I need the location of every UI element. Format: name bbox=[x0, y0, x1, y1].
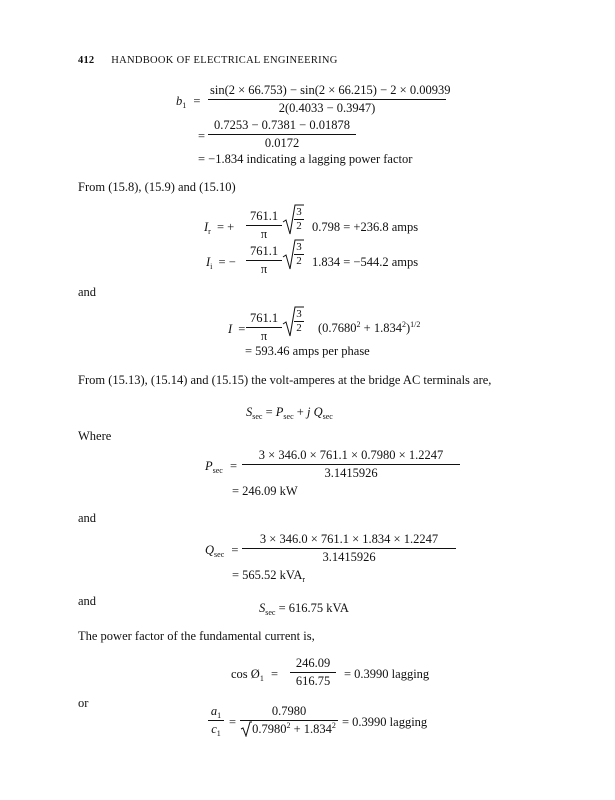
psec-symbol: $P_{sec}$ = bbox=[205, 459, 238, 475]
radical-sign-icon bbox=[240, 721, 252, 737]
radicand: $0.7980^2 + 1.834^2$ bbox=[252, 720, 336, 736]
psec-numerator: 3 × 346.0 × 761.1 × 0.7980 × 1.2247 bbox=[258, 448, 444, 462]
ssec-equation: $S_{sec} = P_{sec} + j$ $Q_{sec}$ bbox=[246, 405, 333, 421]
page-number: 412 bbox=[78, 55, 95, 66]
psec-denominator: 3.1415926 bbox=[242, 464, 460, 480]
b1-result: = −1.834 indicating a lagging power factor bbox=[198, 152, 413, 166]
ii-value: 1.834 = −544.2 amps bbox=[312, 255, 419, 269]
i-symbol: I = bbox=[228, 322, 246, 336]
ir-sqrt: 3 2 bbox=[282, 204, 304, 236]
cos-result: = 0.3990 lagging bbox=[344, 667, 430, 681]
text-power-factor: The power factor of the fundamental current is, bbox=[78, 629, 315, 643]
i-fraction: $\frac{761.1}{\pi}$ bbox=[246, 312, 282, 342]
ratio-equals: = bbox=[229, 715, 237, 729]
text-or: or bbox=[78, 696, 89, 710]
ratio-fraction: $\frac{0.7980}{0.7980^2 + 1.834^2}$ bbox=[240, 705, 338, 735]
b1-numerator-2: 0.7253 − 0.7381 − 0.01878 bbox=[214, 118, 350, 132]
text-where: Where bbox=[78, 429, 112, 443]
b1-denominator-1: 2(0.4033 − 0.3947) bbox=[208, 99, 446, 115]
text-and-2: and bbox=[78, 511, 97, 525]
ratio-result: = 0.3990 lagging bbox=[342, 715, 428, 729]
qsec-denominator: 3.1415926 bbox=[242, 548, 456, 564]
ssec-value: $S_{sec} = 616.75$ kVA bbox=[259, 601, 349, 617]
i-magnitude: $(0.7680^2 + 1.834^2)^{1/2}$ bbox=[318, 320, 421, 335]
b1-fraction-2 bbox=[208, 119, 356, 149]
ir-symbol: $I_r$ = + bbox=[204, 220, 235, 236]
cos-symbol: $\cos Ø_1$ = bbox=[231, 667, 279, 683]
text-from-15-13: From (15.13), (15.14) and (15.15) the volt-amperes at the bridge AC terminals are, bbox=[78, 373, 492, 387]
i-sqrt: 3 2 bbox=[282, 306, 304, 338]
a1-over-c1: $\frac{a_1}{c_1}$ bbox=[208, 705, 224, 735]
psec-result: = 246.09 kW bbox=[232, 484, 298, 498]
ii-symbol: $I_i$ = − bbox=[206, 255, 236, 271]
i-result: = 593.46 amps per phase bbox=[245, 344, 370, 358]
b1-denominator-2: 0.0172 bbox=[208, 134, 356, 150]
qsec-numerator: 3 × 346.0 × 761.1 × 1.834 × 1.2247 bbox=[259, 532, 439, 546]
cos-fraction: $\frac{246.09}{616.75}$ bbox=[290, 657, 336, 687]
b1-symbol: $b_1$ = bbox=[176, 94, 201, 110]
qsec-result: = 565.52 kVA$_r$ bbox=[232, 568, 306, 584]
ir-value: 0.798 = +236.8 amps bbox=[312, 220, 419, 234]
ir-fraction: $\frac{761.1}{\pi}$ bbox=[246, 210, 282, 240]
qsec-fraction bbox=[242, 533, 456, 563]
page-header bbox=[78, 56, 338, 67]
ii-fraction: $\frac{761.1}{\pi}$ bbox=[246, 245, 282, 275]
text-from-15-8: From (15.8), (15.9) and (15.10) bbox=[78, 180, 236, 194]
text-and-3: and bbox=[78, 594, 97, 608]
text-and-1: and bbox=[78, 285, 97, 299]
qsec-symbol: $Q_{sec}$ = bbox=[205, 543, 239, 559]
running-title: HANDBOOK OF ELECTRICAL ENGINEERING bbox=[111, 55, 338, 66]
b1-fraction-1 bbox=[208, 83, 451, 115]
b1-equals-2: = bbox=[198, 129, 206, 143]
ii-sqrt: 3 2 bbox=[282, 239, 304, 271]
b1-numerator-1: sin(2 × 66.753) − sin(2 × 66.215) − 2 × 0.00939 bbox=[210, 83, 451, 97]
psec-fraction bbox=[242, 449, 460, 479]
